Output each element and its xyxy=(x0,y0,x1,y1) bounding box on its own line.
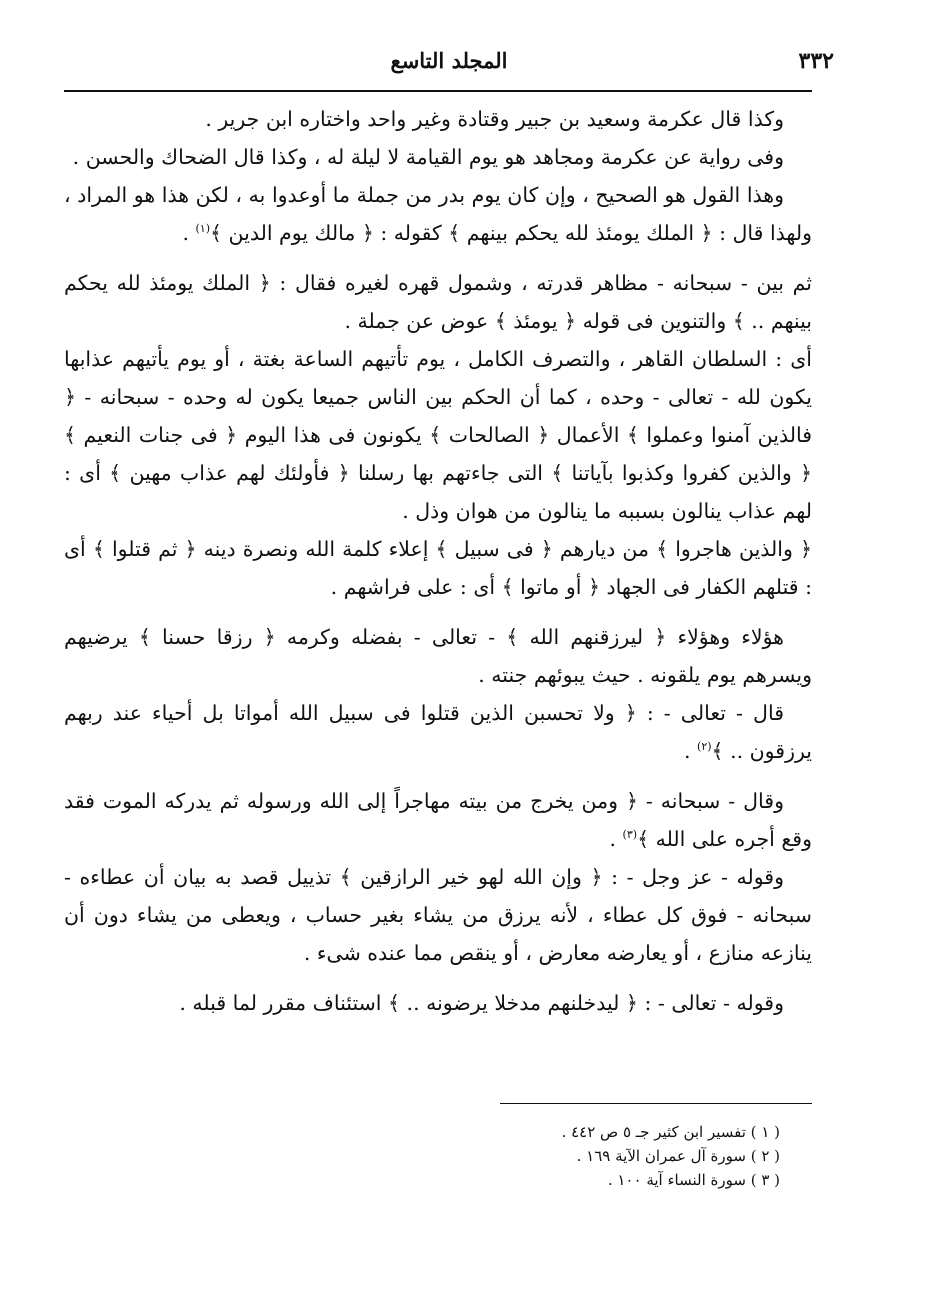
footnote-rule xyxy=(500,1103,812,1104)
body-text xyxy=(64,100,812,1022)
page-number: ٣٣٢ xyxy=(798,48,834,74)
footnote-2: ( ٢ ) سورة آل عمران الآية ١٦٩ . xyxy=(576,1147,780,1165)
footnote-ref-3: (٣) xyxy=(622,828,638,842)
paragraph-2: وفى رواية عن عكرمة ومجاهد هو يوم القيامة لا ليلة له ، وكذا قال الضحاك والحسن . xyxy=(72,145,784,169)
paragraph-10: وقوله - عز وجل - : ﴿ وإن الله لهو خير الرازقين ﴾ تذييل قصد به بيان أن عطاءه - سبحانه - فوق كل عطاء ، لأنه يرزق من يشاء بغير حساب ، ويعطى من يشاء دون أن ينازعه منازع ، أو يعارضه معارض ، أو ينقص مما عنده شىء . xyxy=(64,865,812,965)
header-rule xyxy=(64,90,812,92)
footnote-ref-1: (١) xyxy=(195,222,210,236)
paragraph-3 xyxy=(64,176,812,252)
paragraph-5: أى : السلطان القاهر ، والتصرف الكامل ، يوم تأتيهم الساعة بغتة ، أو يوم يأتيهم عذابها يكون لله - تعالى - وحده ، كما أن الحكم بين الناس جميعا يكون له وحده - سبحانه - ﴿ فالذين آمنوا وعملوا ﴾ الأعمال ﴿ الصالحات ﴾ يكونون فى هذا اليوم ﴿ فى جنات النعيم ﴾ ﴿ والذين كفروا وكذبوا بآياتنا ﴾ التى جاءتهم بها رسلنا ﴿ فأولئك لهم عذاب مهين ﴾ أى : لهم عذاب ينالون بسببه ما ينالون من هوان وذل . xyxy=(64,347,812,523)
volume-title: المجلد التاسع xyxy=(390,48,508,73)
footnote-3: ( ٣ ) سورة النساء آية ١٠٠ . xyxy=(607,1171,780,1189)
running-head xyxy=(64,40,834,80)
paragraph-9-end: . xyxy=(609,827,623,851)
paragraph-6: ﴿ والذين هاجروا ﴾ من ديارهم ﴿ فى سبيل ﴾ إعلاء كلمة الله ونصرة دينه ﴿ ثم قتلوا ﴾ أى : قتلهم الكفار فى الجهاد ﴿ أو ماتوا ﴾ أى : على فراشهم . xyxy=(64,537,812,599)
footnote-1: ( ١ ) تفسير ابن كثير جـ ٥ ص ٤٤٢ . xyxy=(561,1123,780,1141)
paragraph-3-text: وهذا القول هو الصحيح ، وإن كان يوم بدر من جملة ما أوعدوا به ، لكن هذا هو المراد ، ولهذا قال : ﴿ الملك يومئذ لله يحكم بينهم ﴾ كقوله : ﴿ مالك يوم الدين ﴾ xyxy=(64,183,812,245)
paragraph-9 xyxy=(64,782,812,858)
paragraph-8-text: قال - تعالى - : ﴿ ولا تحسبن الذين قتلوا فى سبيل الله أمواتا بل أحياء عند ربهم يرزقون .. ﴾ xyxy=(64,701,812,763)
footnotes xyxy=(400,1120,780,1192)
footnote-ref-2: (٢) xyxy=(697,740,712,754)
paragraph-3-end: . xyxy=(182,221,196,245)
paragraph-9-text: وقال - سبحانه - ﴿ ومن يخرج من بيته مهاجراً إلى الله ورسوله ثم يدركه الموت فقد وقع أجره على الله ﴾ xyxy=(64,789,812,851)
paragraph-11: وقوله - تعالى - : ﴿ ليدخلنهم مدخلا يرضونه .. ﴾ استئناف مقرر لما قبله . xyxy=(179,991,784,1015)
paragraph-4: ثم بين - سبحانه - مظاهر قدرته ، وشمول قهره لغيره فقال : ﴿ الملك يومئذ لله يحكم بينهم .. ﴾ والتنوين فى قوله ﴿ يومئذ ﴾ عوض عن جملة . xyxy=(64,271,812,333)
paragraph-1: وكذا قال عكرمة وسعيد بن جبير وقتادة وغير واحد واختاره ابن جرير . xyxy=(205,107,784,131)
paragraph-8-end: . xyxy=(683,739,698,763)
paragraph-7: هؤلاء وهؤلاء ﴿ ليرزقنهم الله ﴾ - تعالى - بفضله وكرمه ﴿ رزقا حسنا ﴾ يرضيهم ويسرهم يوم يلقونه . حيث يبوئهم جنته . xyxy=(64,625,812,687)
paragraph-8 xyxy=(64,694,812,770)
